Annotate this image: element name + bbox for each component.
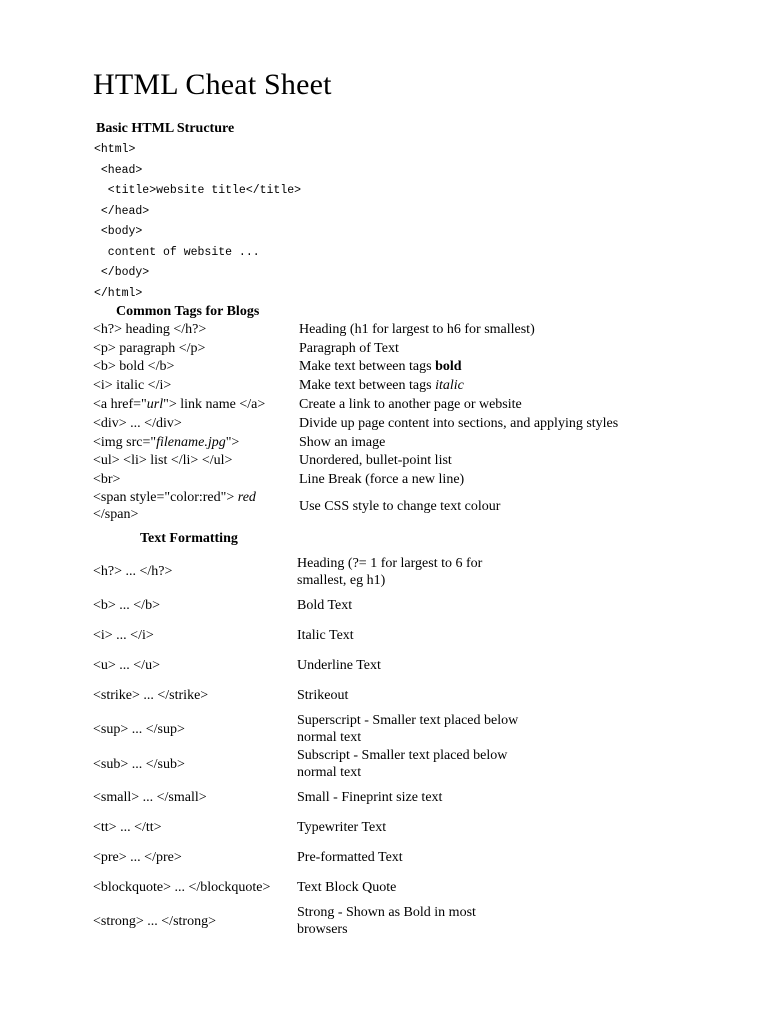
- code-line: <title>website title</title>: [94, 184, 302, 197]
- desc-cell: Create a link to another page or website: [299, 397, 522, 412]
- tag-cell: <i> italic </i>: [93, 378, 172, 393]
- code-line: </html>: [94, 287, 143, 300]
- code-line: <body>: [94, 225, 143, 238]
- desc-cell: Pre-formatted Text: [297, 850, 403, 865]
- desc-cell: Typewriter Text: [297, 820, 387, 835]
- desc-cell: Small - Fineprint size text: [297, 790, 443, 805]
- desc-cell: Show an image: [299, 435, 386, 450]
- code-line: <head>: [94, 164, 143, 177]
- tag-text: </span>: [93, 507, 139, 522]
- tag-cell: <blockquote> ... </blockquote>: [93, 880, 271, 895]
- basic-structure-heading: Basic HTML Structure: [96, 121, 235, 136]
- tag-cell: <h?> ... </h?>: [93, 564, 173, 579]
- tag-cell: <h?> heading </h?>: [93, 322, 207, 337]
- desc-cell: Strong - Shown as Bold in most browsers: [297, 905, 476, 937]
- tag-cell: <i> ... </i>: [93, 628, 154, 643]
- tag-cell: <strong> ... </strong>: [93, 914, 216, 929]
- tag-text: <a href=": [93, 397, 147, 412]
- desc-cell: Divide up page content into sections, and applying styles: [299, 416, 619, 431]
- desc-cell: Strikeout: [297, 688, 349, 703]
- tag-cell: <b> bold </b>: [93, 359, 175, 374]
- desc-cell: [299, 358, 462, 375]
- desc-cell: Use CSS style to change text colour: [299, 499, 501, 514]
- tag-cell: <u> ... </u>: [93, 658, 160, 673]
- tag-cell: <pre> ... </pre>: [93, 850, 182, 865]
- desc-cell: Line Break (force a new line): [299, 472, 465, 487]
- desc-cell: Paragraph of Text: [299, 341, 399, 356]
- code-line: content of website ...: [94, 246, 260, 259]
- tag-cell: <br>: [93, 472, 121, 487]
- tag-cell: <p> paragraph </p>: [93, 341, 206, 356]
- tag-cell: <sub> ... </sub>: [93, 757, 185, 772]
- desc-cell: Unordered, bullet-point list: [299, 453, 452, 468]
- text-formatting-heading: Text Formatting: [140, 531, 238, 546]
- tag-cell: <ul> <li> list </li> </ul>: [93, 453, 233, 468]
- desc-cell: Heading (?= 1 for largest to 6 for smallest, eg h1): [297, 556, 483, 588]
- tag-cell: <b> ... </b>: [93, 598, 160, 613]
- tag-text: <img src=": [93, 435, 157, 450]
- tag-cell: <small> ... </small>: [93, 790, 207, 805]
- code-line: </body>: [94, 266, 150, 279]
- desc-bold-word: bold: [435, 359, 462, 374]
- desc-cell: Subscript - Smaller text placed below normal text: [297, 748, 508, 780]
- tag-cell: <div> ... </div>: [93, 416, 182, 431]
- desc-cell: [299, 377, 464, 394]
- tag-cell: <sup> ... </sup>: [93, 722, 185, 737]
- desc-text: Make text between tags: [299, 359, 436, 374]
- tag-text: ">: [225, 435, 240, 450]
- tag-cell: [93, 489, 256, 523]
- desc-cell: Underline Text: [297, 658, 381, 673]
- desc-cell: Text Block Quote: [297, 880, 397, 895]
- tag-cell: [93, 396, 265, 413]
- code-line: </head>: [94, 205, 150, 218]
- common-tags-heading: Common Tags for Blogs: [116, 304, 260, 319]
- tag-cell: <strike> ... </strike>: [93, 688, 209, 703]
- desc-cell: Bold Text: [297, 598, 353, 613]
- tag-italic-part: red: [237, 490, 256, 505]
- desc-cell: Superscript - Smaller text placed below normal text: [297, 713, 519, 745]
- page-title: HTML Cheat Sheet: [93, 68, 332, 101]
- desc-italic-word: italic: [435, 378, 464, 393]
- tag-italic-part: filename.jpg: [156, 435, 226, 450]
- desc-cell: Italic Text: [297, 628, 354, 643]
- tag-cell: <tt> ... </tt>: [93, 820, 162, 835]
- desc-cell: Heading (h1 for largest to h6 for smallest): [299, 322, 535, 337]
- tag-text: "> link name </a>: [163, 397, 266, 412]
- tag-cell: [93, 434, 239, 451]
- desc-text: Make text between tags: [299, 378, 436, 393]
- code-line: <html>: [94, 143, 136, 156]
- tag-text: <span style="color:red">: [93, 490, 238, 505]
- tag-italic-part: url: [146, 397, 164, 412]
